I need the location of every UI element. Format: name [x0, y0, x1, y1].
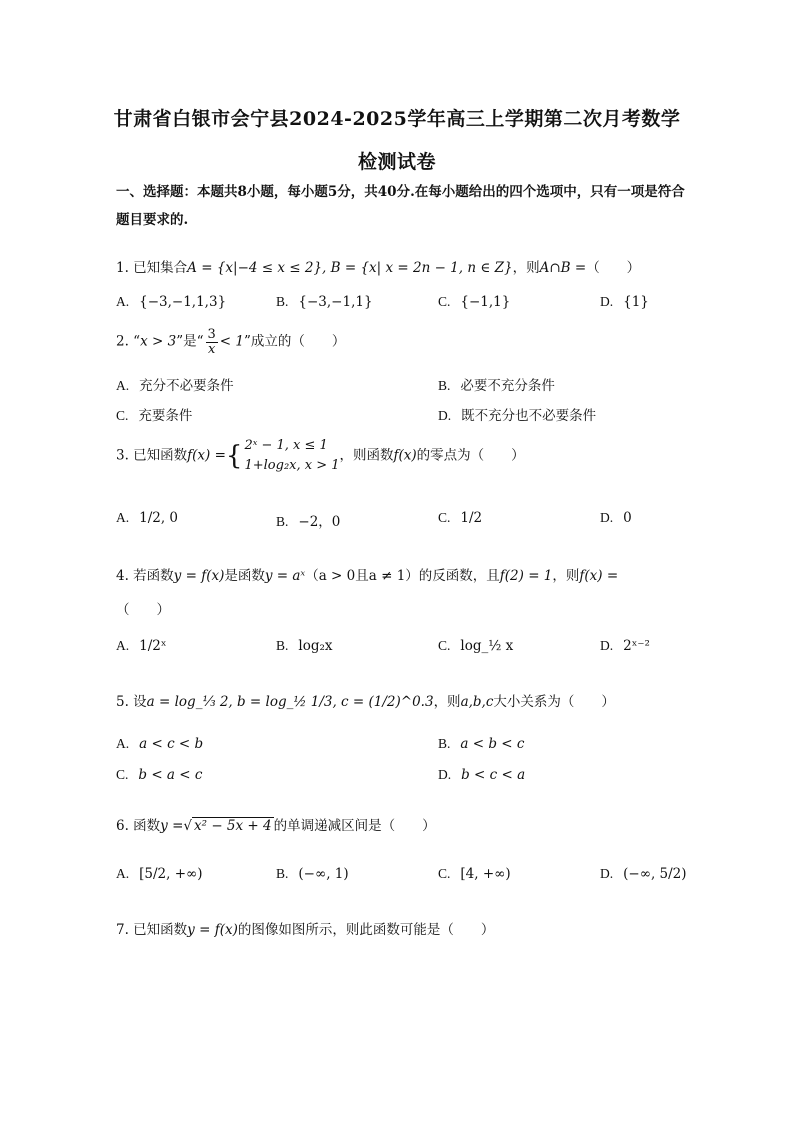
option-text: {−3,−1,1,3}	[139, 294, 227, 310]
q6-option-a[interactable]	[116, 866, 203, 882]
q7-stem-a: 7. 已知函数	[116, 922, 188, 938]
option-text: {−3,−1,1}	[298, 294, 373, 310]
q5-expr: a = log_⅓ 2, b = log_½ 1/3, c = (1/2)^0.3	[146, 694, 434, 710]
q1-option-d[interactable]	[600, 294, 649, 310]
q4-fx: f(x) =	[579, 568, 619, 584]
option-text: 充分不必要条件	[139, 378, 234, 394]
q3-piecewise	[244, 436, 339, 476]
option-label: D.	[600, 866, 614, 881]
option-label: A.	[116, 866, 130, 881]
q4-stem-c: 的反函数，且	[418, 568, 500, 584]
option-label: A.	[116, 378, 130, 393]
q1-paren: （ ）	[586, 260, 641, 276]
option-text: log₂x	[298, 638, 333, 654]
option-text: [5/2, +∞)	[139, 866, 203, 882]
option-label: D.	[438, 767, 452, 782]
question-2	[116, 328, 345, 356]
option-label: D.	[438, 408, 452, 423]
brace-icon: {	[225, 441, 243, 472]
q6-option-c[interactable]	[438, 866, 511, 882]
option-label: A.	[116, 294, 130, 309]
q1-option-a[interactable]	[116, 294, 226, 310]
q2-option-b[interactable]	[438, 374, 555, 394]
option-label: C.	[438, 638, 451, 653]
q5-option-a[interactable]	[116, 736, 203, 752]
q1-sets: A = {x|−4 ≤ x ≤ 2}, B = {x| x = 2n − 1, n ∈ Z}	[187, 260, 513, 276]
sqrt-icon: √	[183, 818, 193, 834]
option-label: C.	[438, 510, 451, 525]
q5-option-d[interactable]	[438, 767, 525, 783]
q1-option-c[interactable]	[438, 294, 510, 310]
option-text: 1/2ˣ	[139, 638, 167, 654]
option-text: 0	[623, 510, 632, 526]
q4-y1: y = f(x)	[173, 568, 225, 584]
q2-option-d[interactable]	[438, 404, 596, 424]
q4-paren-line: （ ）	[116, 602, 170, 618]
q2-cond1: x > 3	[140, 333, 177, 350]
q4-f2: f(2) = 1	[499, 568, 553, 584]
piece-2: 1+log₂x, x > 1	[244, 458, 340, 474]
q7-y1: y = f(x)	[187, 922, 238, 938]
option-text: −2，0	[298, 514, 341, 530]
q2-stem-b: ”是“	[176, 333, 204, 350]
option-label: D.	[600, 638, 614, 653]
option-text: 1/2, 0	[139, 510, 179, 526]
section-heading: 一、选择题：本题共8小题，每小题5分，共40分.在每小题给出的四个选项中，只有一项是符合题目要求的.	[116, 184, 685, 228]
q6-stem-b: 的单调递减区间是（ ）	[273, 818, 436, 834]
q2-cond2: < 1	[219, 333, 244, 350]
option-text: {−1,1}	[460, 294, 511, 310]
q2-option-a[interactable]	[116, 374, 234, 394]
q5-stem-c: 大小关系为（ ）	[493, 694, 615, 710]
option-text: [4, +∞)	[460, 866, 511, 882]
option-label: B.	[276, 514, 289, 529]
option-text: (−∞, 1)	[298, 866, 349, 882]
q5-option-c[interactable]	[116, 767, 202, 783]
q4-y2: y = aˣ	[264, 568, 306, 584]
q3-option-c[interactable]	[438, 510, 482, 526]
option-text: b < c < a	[461, 767, 526, 783]
option-label: C.	[116, 408, 129, 423]
q3-fx: f(x) =	[187, 447, 226, 464]
option-label: A.	[116, 510, 130, 525]
option-label: D.	[600, 510, 614, 525]
option-label: A.	[116, 638, 130, 653]
q6-option-d[interactable]	[600, 866, 687, 882]
q2-option-c[interactable]	[116, 404, 192, 424]
option-text: 必要不充分条件	[460, 378, 555, 394]
option-label: A.	[116, 736, 130, 751]
q5-stem-a: 5. 设	[116, 694, 147, 710]
q4-stem-d: ，则	[552, 568, 580, 584]
frac-denominator: x	[207, 341, 216, 357]
option-label: B.	[276, 294, 289, 309]
q6-option-b[interactable]	[276, 866, 349, 882]
q4-stem-a: 4. 若函数	[116, 568, 174, 584]
piece-1: 2ˣ − 1, x ≤ 1	[244, 438, 328, 453]
q1-option-b[interactable]	[276, 294, 373, 310]
q1-expr: A∩B =	[539, 260, 587, 276]
option-label: C.	[116, 767, 129, 782]
option-text: (−∞, 5/2)	[623, 866, 687, 882]
q4-option-a[interactable]	[116, 638, 167, 654]
option-label: C.	[438, 866, 451, 881]
option-text: 充要条件	[138, 408, 193, 424]
question-3	[116, 436, 525, 476]
q3-option-a[interactable]	[116, 510, 178, 526]
exam-title-line2: 检测试卷	[357, 151, 436, 173]
q6-radicand: x² − 5x + 4	[194, 818, 272, 834]
option-text: log_½ x	[460, 638, 514, 654]
q3-option-b[interactable]	[276, 510, 340, 530]
q1-stem-b: ，则	[512, 260, 540, 276]
q6-expr-y: y =	[160, 818, 184, 834]
q7-stem-b: 的图像如图所示，则此函数可能是（ ）	[237, 922, 495, 938]
option-text: b < a < c	[138, 767, 203, 783]
q4-stem-b: 是函数	[224, 568, 265, 584]
option-text: 既不充分也不必要条件	[461, 408, 597, 424]
question-4	[116, 564, 618, 584]
question-1	[116, 256, 640, 276]
exam-title-line1: 甘肃省白银市会宁县2024-2025学年高三上学期第二次月考数学	[113, 108, 681, 130]
option-label: B.	[438, 736, 451, 751]
q5-abc: a,b,c	[460, 694, 494, 710]
option-text: a < b < c	[460, 736, 525, 752]
option-label: B.	[276, 866, 289, 881]
q5-option-b[interactable]	[438, 736, 524, 752]
option-label: B.	[438, 378, 451, 393]
option-label: C.	[438, 294, 451, 309]
option-text: 2ˣ⁻²	[623, 638, 650, 654]
option-label: D.	[600, 294, 614, 309]
q1-stem-a: 1. 已知集合	[116, 260, 188, 276]
option-text: 1/2	[460, 510, 483, 526]
q5-stem-b: ，则	[433, 694, 461, 710]
q3-stem-b: ，则函数	[339, 447, 394, 464]
q3-stem-a: 3. 已知函数	[116, 447, 188, 464]
q2-fraction	[206, 328, 218, 356]
option-label: B.	[276, 638, 289, 653]
question-7	[116, 918, 494, 938]
option-text: a < c < b	[139, 736, 204, 752]
q2-stem-a: 2. “	[116, 333, 141, 350]
q3-stem-c: 的零点为（ ）	[416, 447, 525, 464]
q3-option-d[interactable]	[600, 510, 632, 526]
q4-option-b[interactable]	[276, 638, 333, 654]
q4-option-d[interactable]	[600, 638, 650, 654]
question-5	[116, 690, 615, 710]
q4-cond: （a > 0且a ≠ 1）	[305, 568, 419, 584]
question-6	[116, 814, 436, 834]
option-text: {1}	[623, 294, 649, 310]
frac-numerator: 3	[207, 327, 216, 342]
q2-stem-c: ”成立的（ ）	[243, 333, 346, 350]
q6-stem-a: 6. 函数	[116, 818, 161, 834]
q3-fx2: f(x)	[393, 447, 417, 464]
q4-option-c[interactable]	[438, 638, 513, 654]
